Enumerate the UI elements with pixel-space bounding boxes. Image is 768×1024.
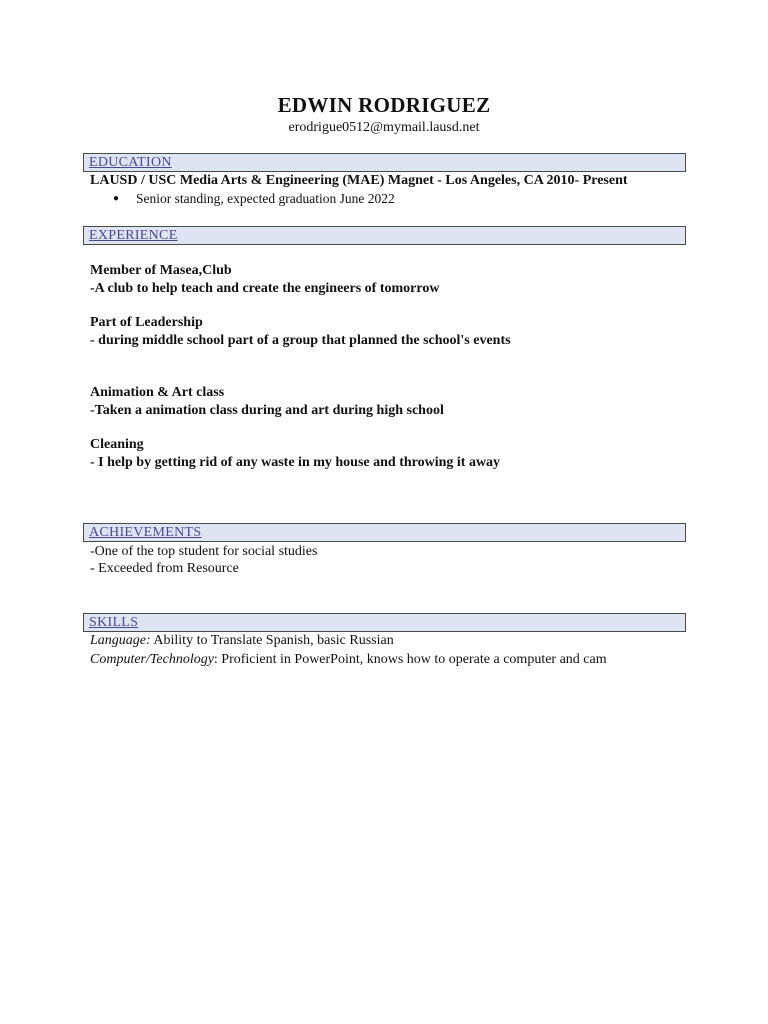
experience-item-title: Cleaning: [90, 437, 144, 452]
experience-item-title: Member of Masea,Club: [90, 263, 232, 278]
skills-computer-value: : Proficient in PowerPoint, knows how to operate a computer and cam: [213, 652, 607, 667]
experience-heading: EXPERIENCE: [89, 228, 178, 243]
achievement-item: - Exceeded from Resource: [90, 561, 239, 576]
skills-heading: SKILLS: [89, 615, 139, 630]
experience-item-desc: - during middle school part of a group that planned the school's events: [90, 333, 511, 348]
achievements-heading: ACHIEVEMENTS: [89, 525, 202, 540]
experience-item-title: Animation & Art class: [90, 385, 225, 400]
education-bullet: Senior standing, expected graduation June 2022: [136, 191, 395, 206]
skills-computer-line: [90, 651, 607, 669]
skills-section-bar: [83, 613, 686, 632]
bullet-icon: ●: [113, 193, 120, 204]
education-heading: EDUCATION: [89, 155, 172, 170]
achievement-item: -One of the top student for social studies: [90, 544, 318, 559]
education-section-bar: [83, 153, 686, 172]
achievements-section-bar: [83, 523, 686, 542]
experience-item-desc: - I help by getting rid of any waste in my house and throwing it away: [90, 455, 501, 470]
experience-item-desc: -Taken a animation class during and art during high school: [90, 403, 444, 418]
skills-language-value: Ability to Translate Spanish, basic Russian: [150, 633, 394, 648]
education-school: LAUSD / USC Media Arts & Engineering (MAE) Magnet - Los Angeles, CA 2010- Present: [90, 173, 628, 188]
skills-language-label: Language:: [90, 633, 151, 648]
resume-name: EDWIN RODRIGUEZ: [277, 93, 491, 117]
skills-computer-label: Computer/Technology: [90, 652, 214, 667]
experience-item-title: Part of Leadership: [90, 315, 203, 330]
resume-email: erodrigue0512@mymail.lausd.net: [288, 120, 480, 135]
skills-language-line: [90, 632, 394, 650]
experience-section-bar: [83, 226, 686, 245]
experience-item-desc: -A club to help teach and create the engineers of tomorrow: [90, 281, 440, 296]
